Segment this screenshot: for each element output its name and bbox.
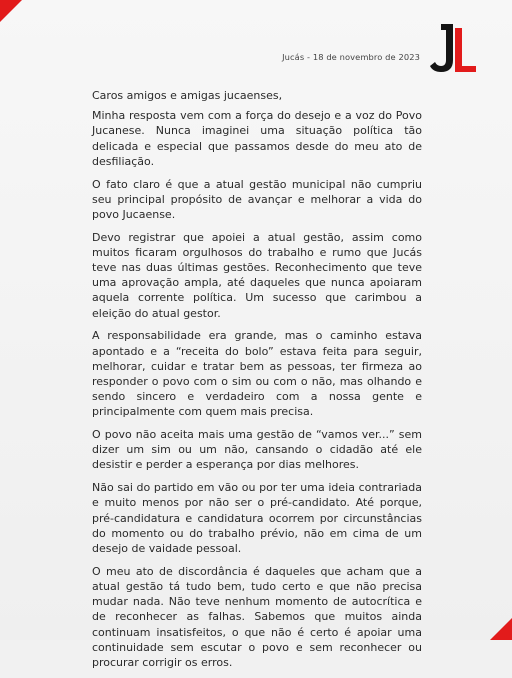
letter-paragraph: Não sai do partido em vão ou por ter uma ideia contrariada e muito menos por não ser o pré-candidato. Até porque, pré-candidatura e candidatura ocorrem por circunstâncias do momento ou do trabalho prévio, não em cima de um desejo de vaidade pessoal.: [92, 481, 422, 555]
red-corner-bottom-right: [490, 618, 512, 640]
letter-paragraph: O fato claro é que a atual gestão municipal não cumpriu seu principal propósito de avançar e melhorar a vida do povo Jucaense.: [92, 177, 422, 221]
letter-body: [92, 88, 422, 678]
letter-date: Jucás - 18 de novembro de 2023: [282, 52, 420, 62]
letter-greeting: Caros amigos e amigas jucaenses,: [92, 89, 283, 102]
letter-paragraph: O povo não aceita mais uma gestão de “vamos ver...” sem dizer um sim ou um não, cansando o cidadão até ele desistir e perder a esperança por dias melhores.: [92, 428, 422, 472]
letter-header: [0, 40, 512, 90]
letter-paragraph: Devo registrar que apoiei a atual gestão, assim como muitos ficaram orgulhosos do trabalho e rumo que Jucás teve nas duas últimas gestões. Reconhecimento que teve uma aprovação ampla, até daqueles que nunca apoiaram aquela corrente política. Um sucesso que carimbou a eleição do atual gestor.: [92, 230, 422, 320]
red-corner-top-left: [0, 0, 22, 22]
letter-paragraph: A responsabilidade era grande, mas o caminho estava apontado e a “receita do bolo” estava feita para seguir, melhorar, cuidar e tratar bem as pessoas, ter firmeza ao responder o povo com o sim ou com o não, mas olhando e sendo sincero e verdadeiro com a nossa gente e principalmente com quem mais precisa.: [92, 329, 422, 419]
letter-paragraph: Minha resposta vem com a força do desejo e a voz do Povo Jucanese. Nunca imaginei uma situação política tão delicada e especial que passamos desde do meu ato de desfiliação.: [92, 109, 422, 168]
jl-logo-icon: [424, 20, 480, 80]
letter-paragraph: O meu ato de discordância é daqueles que acham que a atual gestão tá tudo bem, tudo certo e que não precisa mudar nada. Não teve nenhum momento de autocrítica e de reconhecer as falhas. Sabemos que muitos ainda continuam insatisfeitos, o que não é certo é apoiar uma continuidade sem escutar o povo e sem reconhecer ou procurar corrigir os erros.: [92, 564, 422, 669]
